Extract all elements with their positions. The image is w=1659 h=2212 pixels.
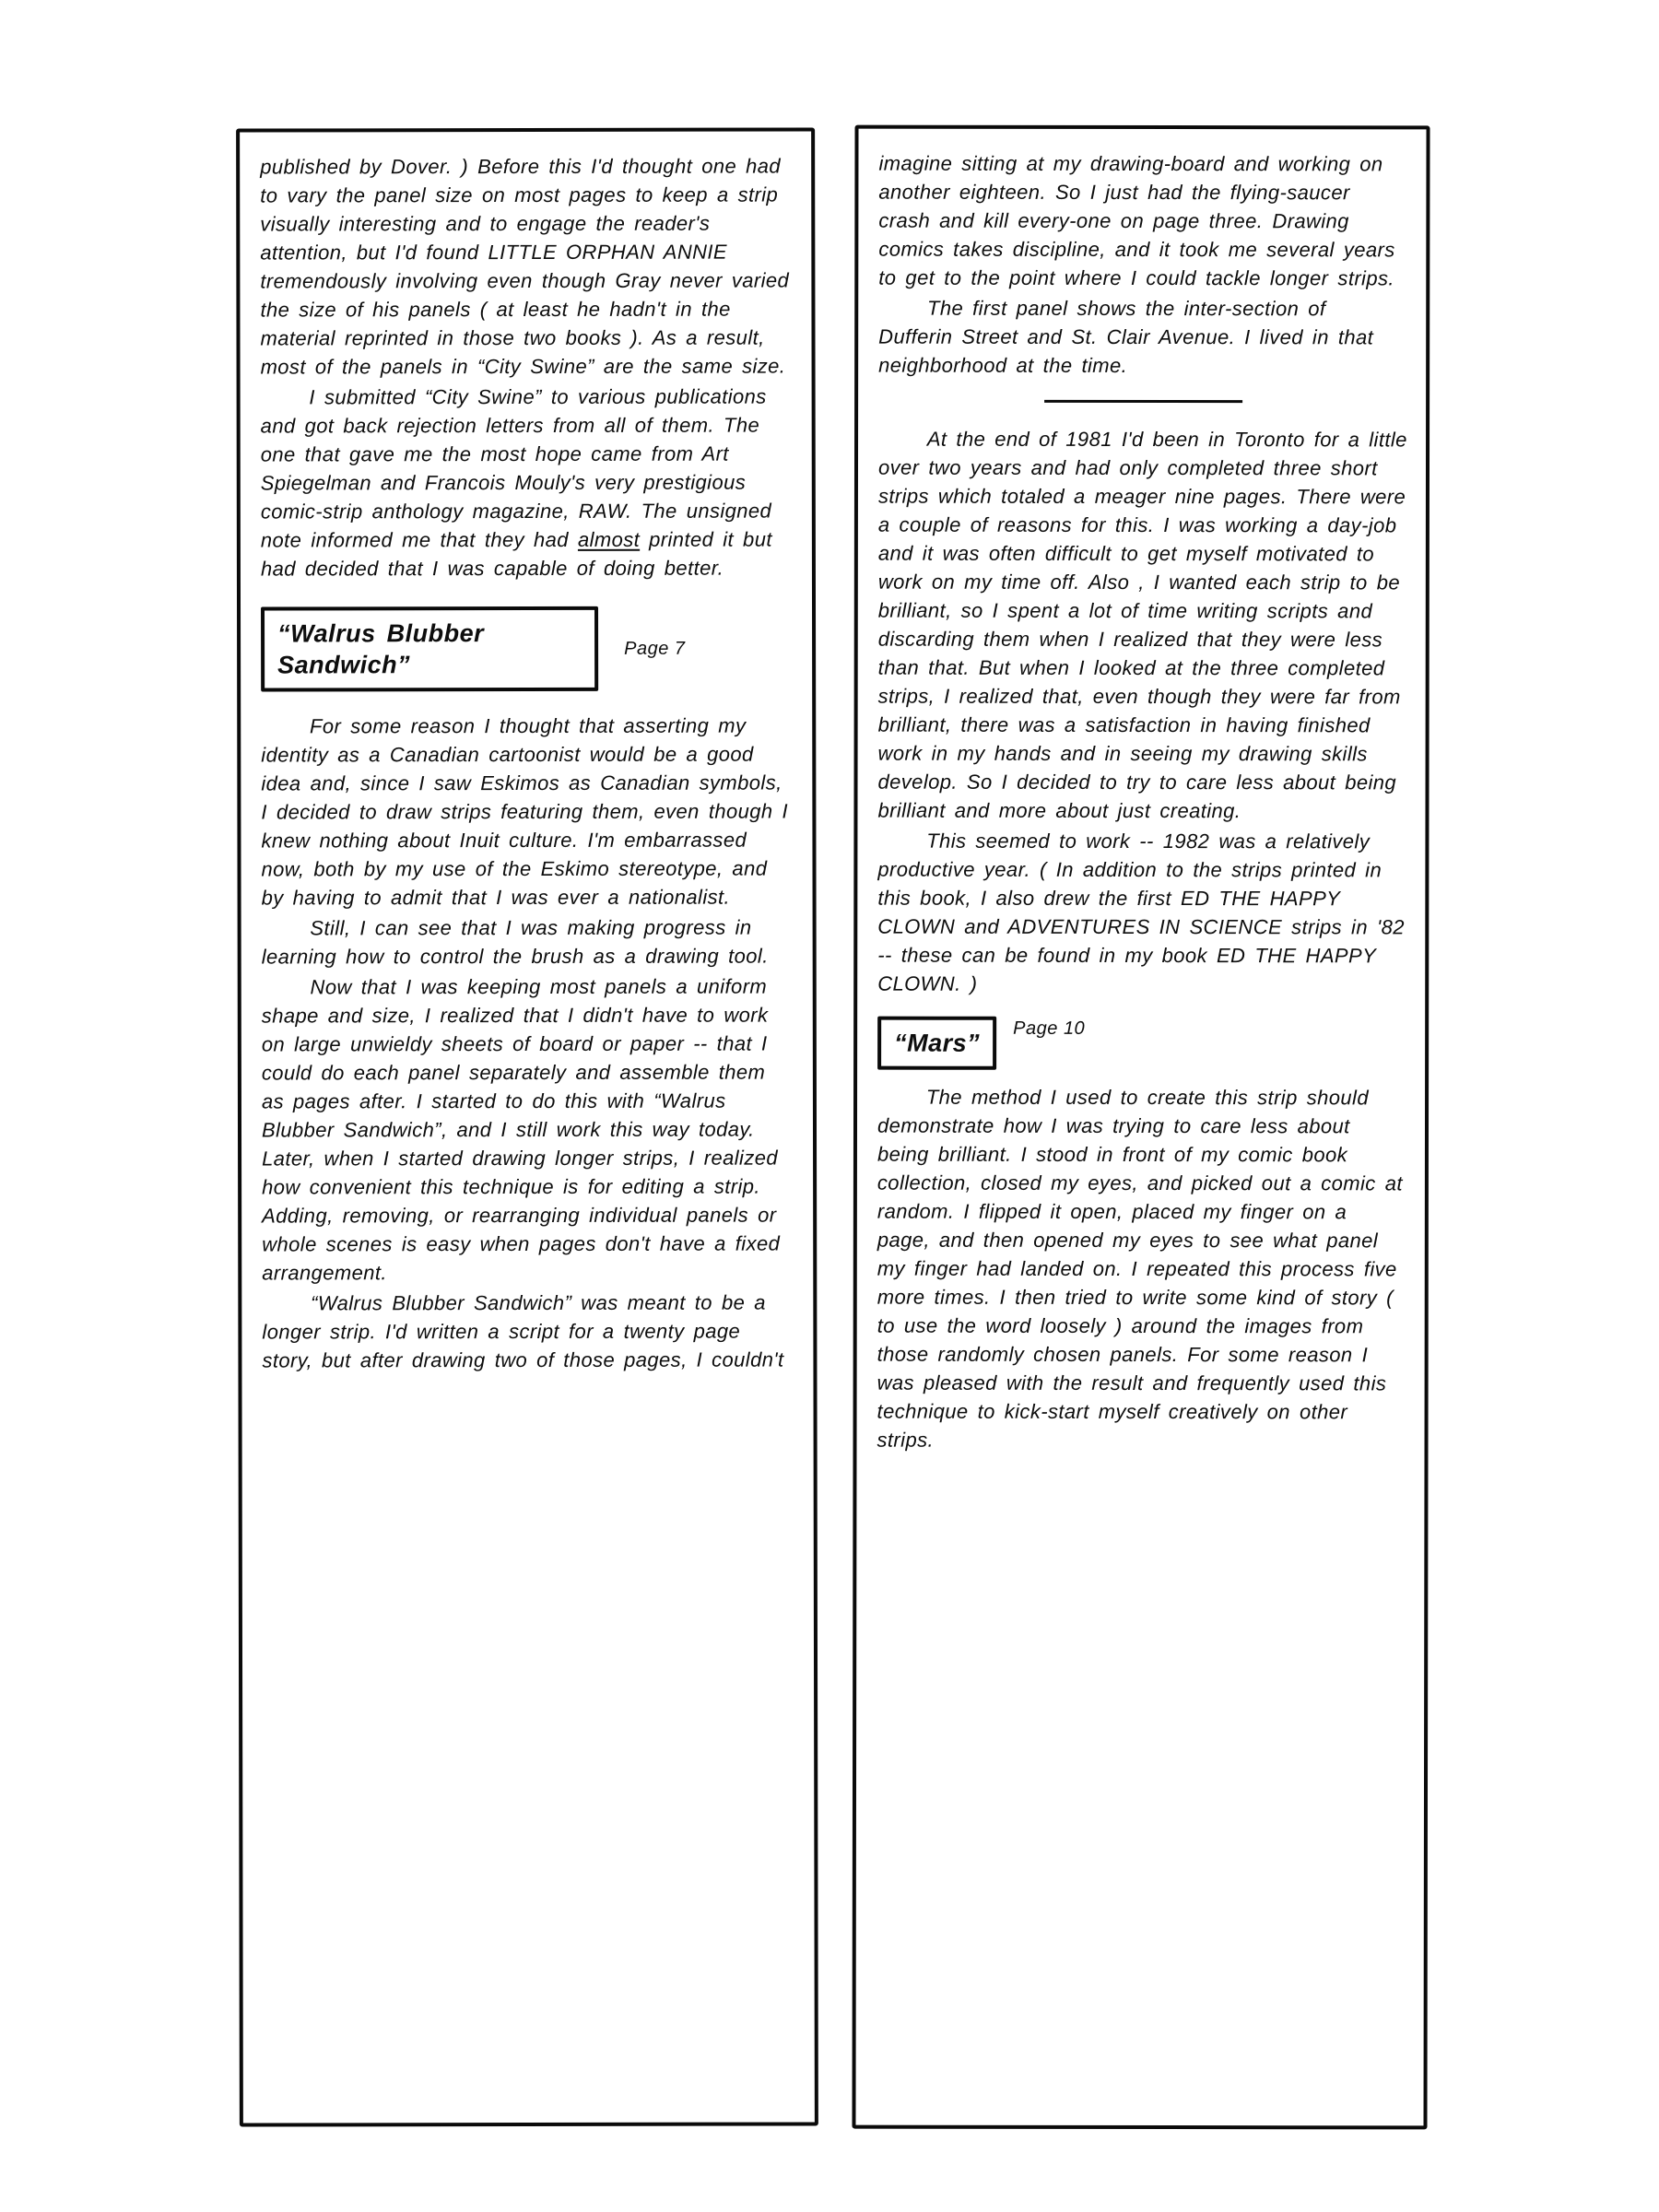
paragraph-brush-progress: Still, I can see that I was making progress in learning how to control the brush as a drawing tool.: [261, 915, 769, 969]
paragraph-city-swine-submission: [261, 382, 794, 582]
section-heading-walrus-blubber-sandwich: “Walrus Blubber Sandwich”: [261, 606, 598, 692]
paragraph-uniform-panels: Now that I was keeping most panels a uniform shape and size, I realized that I didn't have to work on large unwieldy sheets of board or paper -- that I could do each panel separately and assemble them as pages after. I started to do this with “Walrus Blubber Sandwich”, and I still work this way today. Later, when I started drawing longer strips, I realized how convenient this technique is for editing a strip. Adding, removing, or rearranging individual panels or whole scenes is easy when pages don't have a fixed arrangement.: [261, 974, 781, 1285]
section-heading-mars: “Mars”: [877, 1017, 996, 1070]
paragraph-1981-toronto: At the end of 1981 I'd been in Toronto for a little over two years and had only completed three short strips which totaled a meager nine pages. There were a couple of reasons for this. I was working a day-job and it was often difficult to get myself motivated to work on my time off. Also , I wanted each strip to be brilliant, so I spent a lot of time writing scripts and discarding them when I realized that they were less than that. But when I looked at the three completed strips, I realized that, even though they were far from brilliant, there was a satisfaction in having finished work in my hands and in seeing my drawing skills develop. So I decided to try to care less about being brilliant and more about just creating.: [877, 427, 1407, 823]
paragraph-longer-strip-script: “Walrus Blubber Sandwich” was meant to be a longer strip. I'd written a script for a twenty page story, but after drawing two of those pages, I couldn't: [262, 1290, 784, 1372]
paragraph-dover-continuation: published by Dover. ) Before this I'd thought one had to vary the panel size on most pages to keep a strip visually interesting and to engage the reader's attention, but I'd found LITTLE ORPHAN ANNIE tremendously involving even though Gray never varied the size of his panels ( at least he hadn't in the material reprinted in those two books ). As a result, most of the panels in “City Swine” are the same size.: [260, 154, 790, 379]
paragraph-1982-productive-year: This seemed to work -- 1982 was a relatively productive year. ( In addition to the strips printed in this book, I also drew the first ED THE HAPPY CLOWN and ADVENTURES IN SCIENCE strips in '82 -- these can be found in my book ED THE HAPPY CLOWN. ): [877, 829, 1405, 995]
section-divider-line: [1044, 400, 1242, 403]
paragraph-canadian-identity: For some reason I thought that asserting my identity as a Canadian cartoonist would be a good idea and, since I saw Eskimos as Canadian symbols, I decided to draw strips featuring them, even though I knew nothing about Inuit culture. I'm embarrassed now, both by my use of the Eskimo stereotype, and by having to admit that I was ever a nationalist.: [261, 713, 789, 910]
paragraph-text-after-underline: printed it but had decided that I was capable of doing better.: [260, 527, 772, 581]
section-heading-row-walrus-blubber-sandwich: [261, 606, 794, 691]
underlined-word-almost: almost: [577, 527, 641, 551]
page-number-label-mars: Page 10: [1013, 1018, 1086, 1039]
paragraph-mars-method: The method I used to create this strip should demonstrate how I was trying to care less about being brilliant. I stood in front of my comic book collection, closed my eyes, and picked out a comic at random. I flipped it open, placed my finger on a page, and then opened my eyes to see what panel my finger had landed on. I repeated this process five more times. I then tried to write some kind of story ( to use the word loosely ) around the images from those randomly chosen panels. For some reason I was pleased with the result and frequently used this technique to kick-start myself creatively on other strips.: [877, 1085, 1403, 1452]
right-text-column: [852, 125, 1430, 2130]
left-text-column: [236, 127, 818, 2126]
paragraph-text-before-underline: I submitted “City Swine” to various publications and got back rejection letters from all of them. The one that gave me the most hope came from Art Spiegelman and Francois Mouly's very prestigious comic-strip anthology magazine, RAW. The unsigned note informed me that they had: [260, 384, 772, 552]
page-number-label-walrus: Page 7: [624, 638, 686, 659]
paragraph-first-panel-dufferin: The first panel shows the inter-section of Dufferin Street and St. Clair Avenue. I lived in that neighborhood at the time.: [878, 296, 1374, 377]
paragraph-drawing-board-continuation: imagine sitting at my drawing-board and working on another eighteen. So I just had the flying-saucer crash and kill every-one on page three. Drawing comics takes discipline, and it took me several years to get to the point where I could tackle longer strips.: [878, 151, 1395, 290]
section-heading-row-mars: [877, 1017, 1406, 1071]
